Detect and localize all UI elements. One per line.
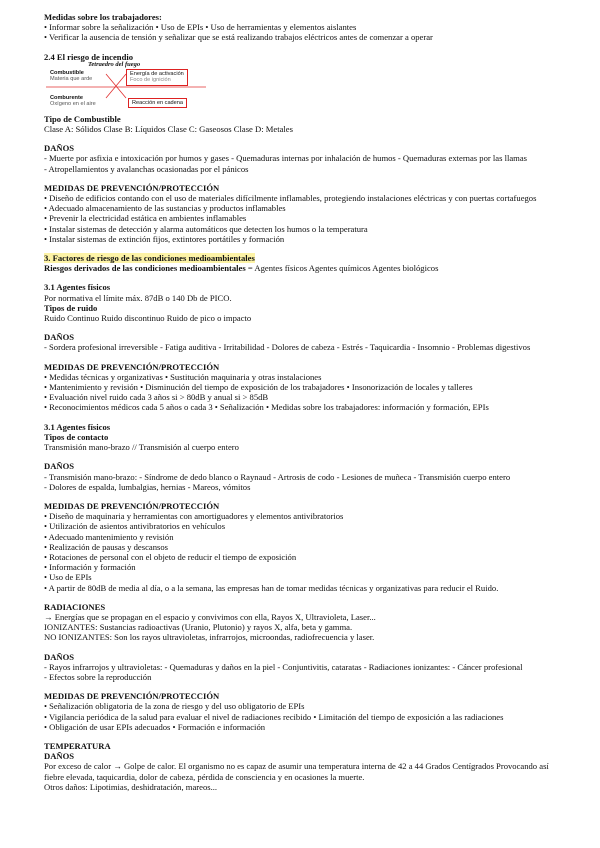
list-item: • Vigilancia periódica de la salud para evaluar el nivel de radiaciones recibido • Limitación del tiempo de exposición a las radiaciones [44,711,504,722]
text-line: - Rayos infrarrojos y ultravioletas: - Quemaduras y daños en la piel - Conjuntivitis, cataratas - Radiaciones ionizantes: - Cáncer profesional [44,661,523,672]
text-line: fiebre elevada, taquicardia, dolor de cabeza, pérdida de consciencia y en ocasiones la muerte. [44,771,365,782]
text-line: Por normativa el límite máx. 87dB o 140 Db de PICO. [44,292,232,303]
list-item: • Adecuado almacenamiento de las sustancias y productos inflamables [44,203,286,214]
list-item: • Prevenir la electricidad estática en ambientes inflamables [44,213,247,224]
list-item: • Diseño de maquinaria y herramientas con amortiguadores y elementos antivibratorios [44,511,344,522]
list-item: • Evaluación nivel ruido cada 3 años si > 80dB y anual si > 85dB [44,392,269,403]
section-heading: RADIACIONES [44,601,106,612]
list-item: • Realización de pausas y descansos [44,541,168,552]
list-item: • Información y formación [44,562,136,573]
energia-label: Energía de activación [130,70,184,77]
combustible-label: Combustible [50,69,84,76]
list-item: • Instalar sistemas de extinción fijos, extintores portátiles y formación [44,233,285,244]
text-line: → Energías que se propagan en el espacio y convivimos con ella, Rayos X, Ultravioleta, Laser... [44,611,376,622]
danos-heading: DAÑOS [44,461,75,472]
section-heading: 3.1 Agentes físicos [44,421,111,432]
text-line: NO IONIZANTES: Son los rayos ultravioletas, infrarrojos, microondas, radiofrecuencia y laser. [44,632,375,643]
danos-heading: DAÑOS [44,332,75,343]
reaccion-label: Reacción en cadena [132,99,184,106]
subheading: Tipos de ruido [44,302,98,313]
text-line: • Informar sobre la señalización • Uso de EPIs • Uso de herramientas y elementos aislantes [44,22,357,33]
combustible-sublabel: Materia que arde [50,76,93,83]
list-item: • Instalar sistemas de detección y alarma automáticos que detecten los humos o la temperatura [44,223,368,234]
medidas-heading: MEDIDAS DE PREVENCIÓN/PROTECCIÓN [44,691,220,702]
medidas-heading: MEDIDAS DE PREVENCIÓN/PROTECCIÓN [44,500,220,511]
combustible-box [50,70,92,83]
energia-sublabel: Foco de ignición [130,77,171,84]
danos-heading: DAÑOS [44,651,75,662]
list-item: • Medidas técnicas y organizativas • Sustitución maquinaria y otras instalaciones [44,371,322,382]
text-line: - Efectos sobre la reproducción [44,671,152,682]
highlighted-section-heading: 3. Factores de riesgo de las condiciones medioambientales [44,253,255,264]
text-line: Transmisión mano-brazo // Transmisión al cuerpo entero [44,442,239,453]
text-line: Otros daños: Lipotimias, deshidratación, mareos... [44,781,218,792]
comburente-sublabel: Oxígeno en el aire [50,101,96,108]
danos-heading: DAÑOS [44,143,75,154]
list-item: • Adecuado mantenimiento y revisión [44,531,174,542]
subheading: Tipo de Combustible [44,113,121,124]
fire-tetrahedron-diagram [46,62,216,112]
list-item: • Diseño de edificios contando con el uso de materiales difícilmente inflamables, protegiendo instalaciones eléctricas y con puertas cortafuegos [44,193,537,204]
text-line: - Transmisión mano-brazo: - Síndrome de dedo blanco o Raynaud - Artrosis de codo - Lesiones de muñeca - Transmisión cuerpo entero [44,471,511,482]
medidas-heading: MEDIDAS DE PREVENCIÓN/PROTECCIÓN [44,361,220,372]
document-page [44,12,584,792]
reaccion-box [128,98,187,108]
medidas-heading: MEDIDAS DE PREVENCIÓN/PROTECCIÓN [44,182,220,193]
text-line: = Agentes físicos Agentes químicos Agentes biológicos [245,263,439,274]
comburente-box [50,95,96,108]
section-heading: Medidas sobre los trabajadores: [44,12,162,22]
text-line: Por exceso de calor → Golpe de calor. El organismo no es capaz de asumir una temperatura interna de 42 a 44 Grados Centígrados Provocando así [44,761,549,772]
list-item: • Utilización de asientos antivibratorios en vehículos [44,521,226,532]
section-heading: TEMPERATURA [44,740,111,751]
list-item: • Uso de EPIs [44,572,92,583]
section-heading: 2.4 El riesgo de incendio [44,51,134,62]
danos-heading: DAÑOS [44,751,75,762]
subheading: Riesgos derivados de las condiciones medioambientales [44,263,246,274]
diagram-title: Tetraedro del fuego [88,60,141,68]
text-line: • Verificar la ausencia de tensión y señalizar que se está realizando trabajos eléctricos antes de comenzar a operar [44,32,433,43]
comburente-label: Comburente [50,94,83,101]
subheading: Tipos de contacto [44,431,109,442]
text-line: - Dolores de espalda, lumbalgias, hernias - Mareos, vómitos [44,481,251,492]
text-line: - Sordera profesional irreversible - Fatiga auditiva - Irritabilidad - Dolores de cabeza - Estrés - Taquicardia - Insomnio - Problemas digestivos [44,342,531,353]
text-line: Ruido Continuo Ruido discontinuo Ruido de pico o impacto [44,313,252,324]
text-line: IONIZANTES: Sustancias radioactivas (Uranio, Plutonio) y rayos X, alfa, beta y gamma. [44,622,353,633]
list-item: • Señalización obligatoria de la zona de riesgo y del uso obligatorio de EPIs [44,701,305,712]
list-item: • A partir de 80dB de media al día, o a la semana, las empresas han de tomar medidas técnicas y organizativas para reducir el Ruido. [44,582,499,593]
list-item: • Reconocimientos médicos cada 5 años o cada 3 • Señalización • Medidas sobre los trabajadores: información y formación, EPIs [44,402,489,413]
section-heading: 3.1 Agentes físicos [44,282,111,293]
energia-box [126,69,188,86]
text-line: - Atropellamientos y avalanchas ocasionadas por el pánicos [44,163,249,174]
list-item: • Obligación de usar EPIs adecuados • Formación e información [44,721,266,732]
text-line: Clase A: Sólidos Clase B: Líquidos Clase C: Gaseosos Clase D: Metales [44,124,293,135]
list-item: • Mantenimiento y revisión • Disminución del tiempo de exposición de los trabajadores • Insonorización de locales y talleres [44,382,473,393]
text-line: - Muerte por asfixia e intoxicación por humos y gases - Quemaduras internas por inhalación de humos - Quemaduras externas por las llamas [44,153,528,164]
list-item: • Rotaciones de personal con el objeto de reducir el tiempo de exposición [44,551,297,562]
